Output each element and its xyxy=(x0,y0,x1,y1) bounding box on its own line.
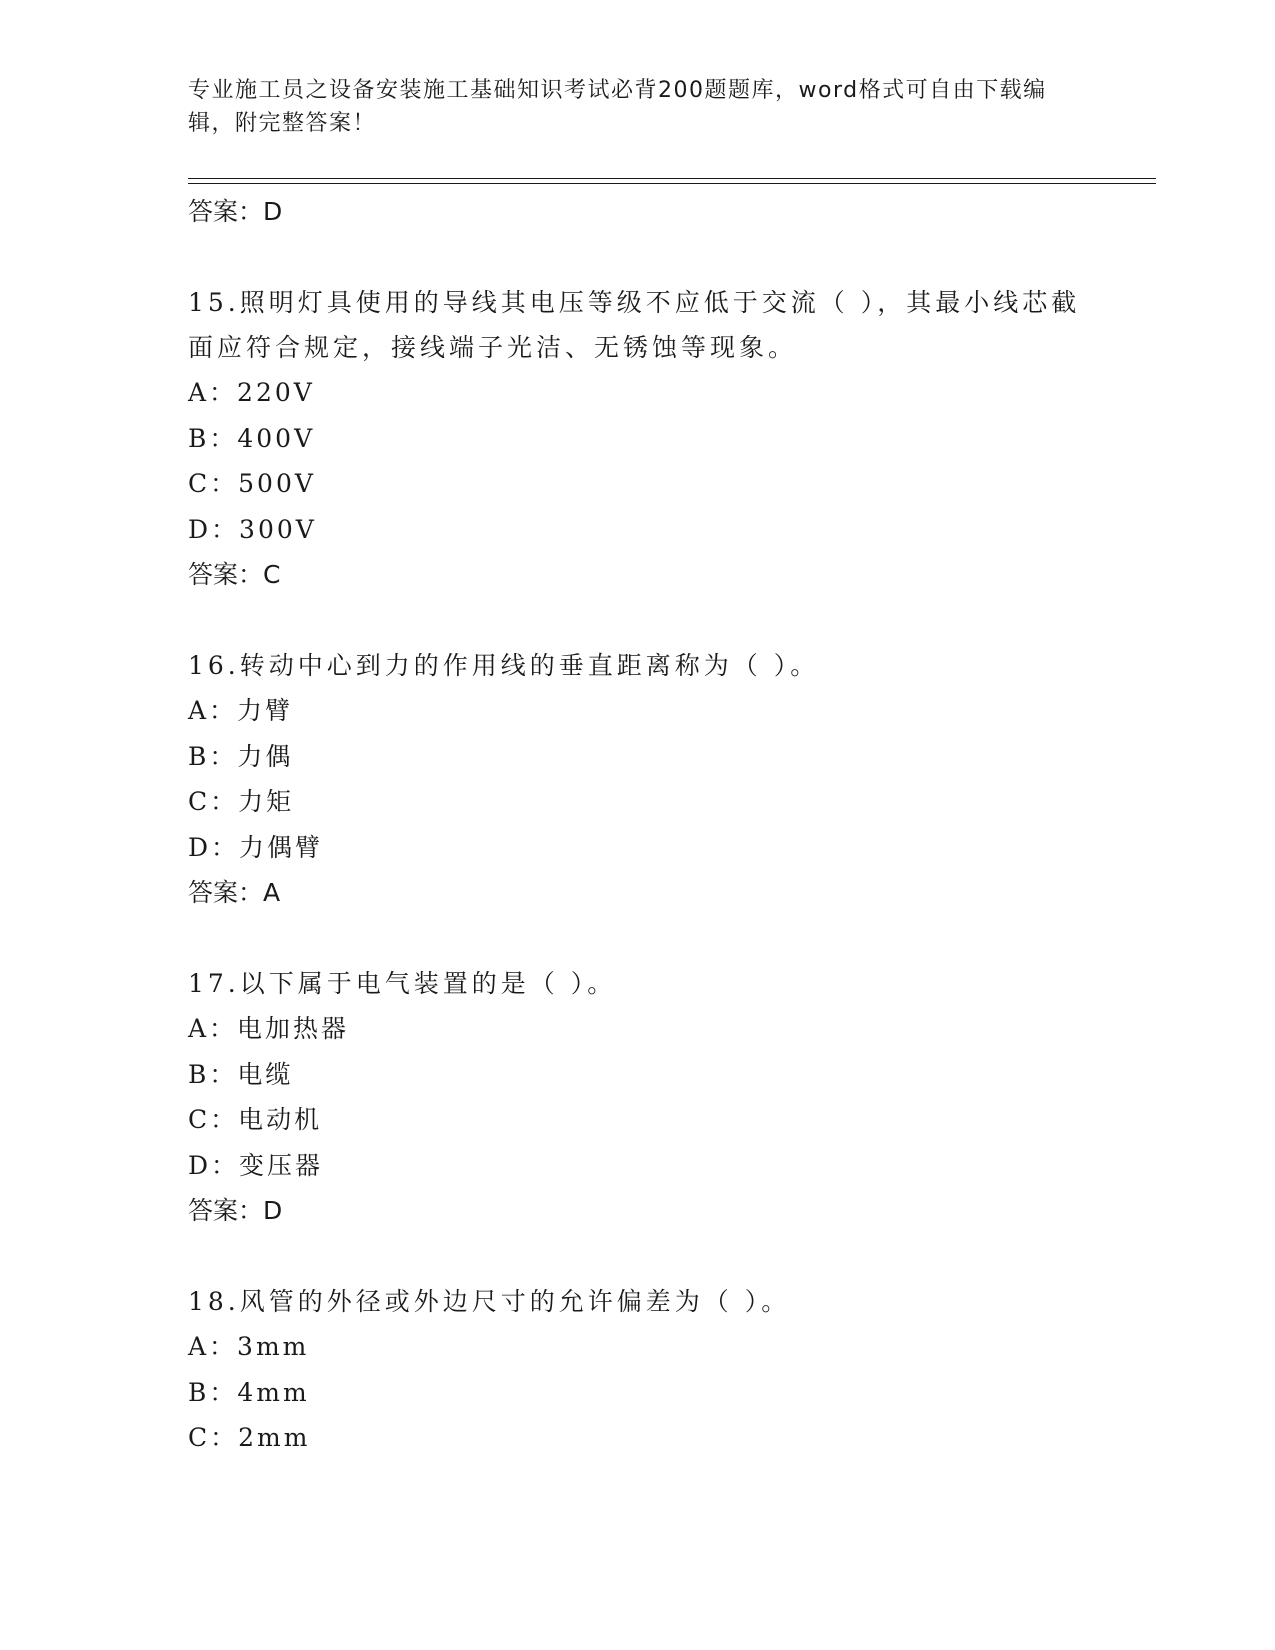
question-stem: 17.以下属于电气装置的是（ ）。 xyxy=(188,969,617,998)
question-15 xyxy=(188,280,1088,598)
question-17 xyxy=(188,961,1088,1234)
header-rule-top xyxy=(188,178,1156,179)
option-a: A：电加热器 xyxy=(188,1014,350,1043)
option-c: C：2mm xyxy=(188,1423,311,1452)
option-b: B：4mm xyxy=(188,1377,310,1407)
question-stem: 18.风管的外径或外边尺寸的允许偏差为（ ）。 xyxy=(188,1287,791,1316)
document-body xyxy=(188,189,1088,1461)
answer-line: 答案：A xyxy=(188,878,281,907)
answer-line: 答案：C xyxy=(188,560,281,589)
option-b: B：400V xyxy=(188,423,316,453)
answer-line: 答案：D xyxy=(188,1196,283,1225)
document-header xyxy=(188,74,1088,140)
option-c: C：力矩 xyxy=(188,787,295,816)
spacer xyxy=(188,598,1088,643)
header-rule-bottom xyxy=(188,183,1156,184)
option-c: C：电动机 xyxy=(188,1105,323,1134)
option-a: A：3mm xyxy=(188,1332,310,1361)
answer-line: 答案：D xyxy=(188,197,283,226)
spacer xyxy=(188,235,1088,280)
header-title: 专业施工员之设备安装施工基础知识考试必背200题题库，word格式可自由下载编辑，附完整答案！ xyxy=(188,78,1047,136)
option-b: B：电缆 xyxy=(188,1059,294,1089)
option-c: C：500V xyxy=(188,469,316,498)
option-a: A：220V xyxy=(188,378,315,407)
option-d: D：变压器 xyxy=(188,1150,324,1180)
option-b: B：力偶 xyxy=(188,741,294,771)
option-d: D：力偶臂 xyxy=(188,832,324,862)
option-a: A：力臂 xyxy=(188,696,294,725)
spacer xyxy=(188,916,1088,961)
question-18 xyxy=(188,1279,1088,1461)
question-stem: 15.照明灯具使用的导线其电压等级不应低于交流（ ），其最小线芯截面应符合规定，接线端子光洁、无锈蚀等现象。 xyxy=(188,288,1081,362)
spacer xyxy=(188,1234,1088,1279)
option-d: D：300V xyxy=(188,514,317,544)
question-stem: 16.转动中心到力的作用线的垂直距离称为（ ）。 xyxy=(188,651,820,680)
question-16 xyxy=(188,643,1088,916)
